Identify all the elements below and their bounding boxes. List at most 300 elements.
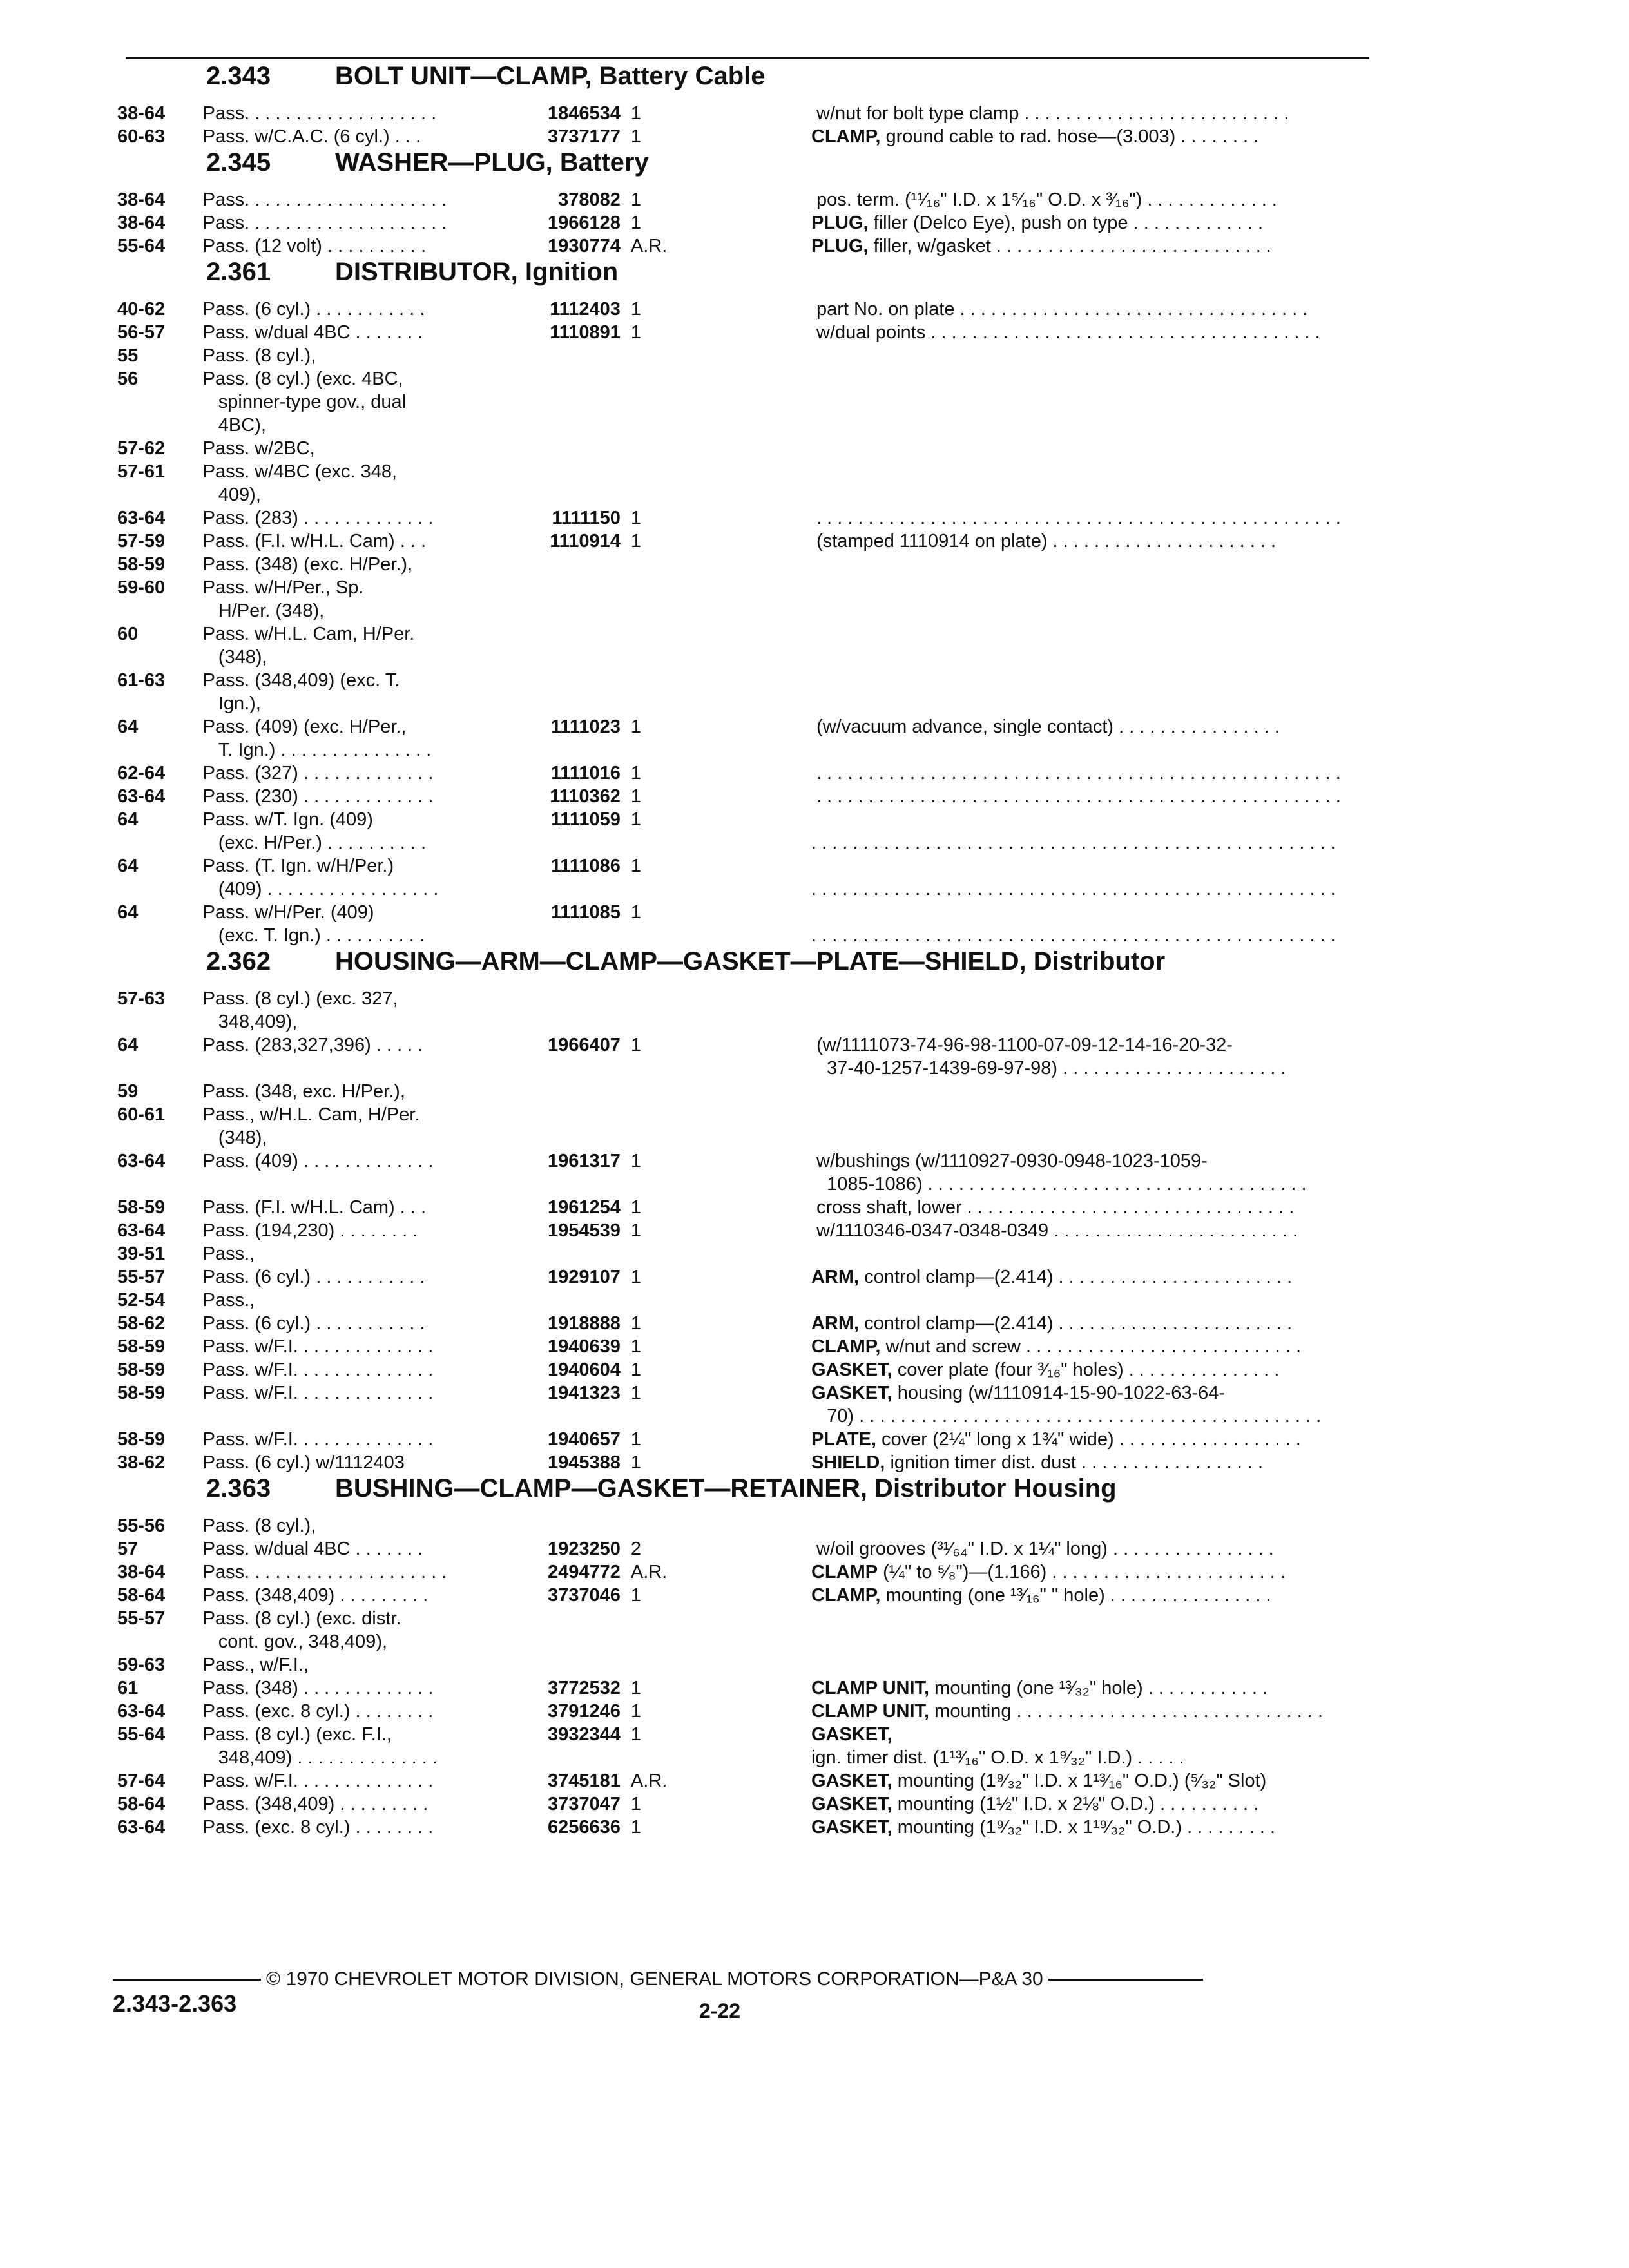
quantity: 1 [630, 1383, 642, 1403]
application-description: Pass. (8 cyl.), [202, 1515, 316, 1536]
part-remark [811, 576, 1366, 599]
application-description: Pass. w/H/Per. (409) (exc. T. Ign.) . . . . . . . . . . [202, 902, 425, 946]
part-name: GASKET, [811, 1794, 892, 1814]
model-years: 40-62 [117, 299, 166, 320]
catalog-section [110, 1474, 1366, 1839]
part-number: 3791246 [547, 1701, 621, 1722]
remark-text: (¼" to ⁵⁄₈")—(1.166) . . . . . . . . . . . . . . . . . . . . . . . [883, 1562, 1286, 1582]
part-remark [811, 1537, 1366, 1561]
remark-text: . . . . . . . . . . . . . . . . . . . . . . . . . . . . . . . . . . . . . . . . . . . . . . . . . . . [811, 925, 1336, 946]
model-years: 55-64 [117, 1724, 166, 1745]
quantity: 1 [630, 1336, 642, 1357]
parts-listing [110, 62, 1366, 1839]
application-description: Pass. (348,409) (exc. T. Ign.), [202, 670, 400, 714]
remark-text: ignition timer dist. dust . . . . . . . . . . . . . . . . . . [890, 1452, 1264, 1473]
part-row [110, 1149, 1366, 1196]
remark-text: ground cable to rad. hose—(3.003) . . . . . . . . [885, 126, 1259, 147]
application-description: Pass. (348) (exc. H/Per.), [202, 554, 413, 575]
part-name: GASKET, [811, 1771, 892, 1791]
application-description: Pass. w/dual 4BC . . . . . . . [202, 322, 423, 343]
part-remark [811, 1677, 1366, 1700]
remark-text: (w/1111073-74-96-98-1100-07-09-12-14-16-20-32- 37-40-1257-1439-69-97-98) . . . . . . . . . . . . . . . . . . . . . . [816, 1035, 1286, 1079]
application-description: Pass. w/T. Ign. (409) (exc. H/Per.) . . . . . . . . . . [202, 809, 427, 853]
part-number: 1111150 [552, 508, 621, 528]
application-description: Pass. . . . . . . . . . . . . . . . . . . . [202, 189, 447, 210]
part-row [110, 762, 1366, 785]
section-number: 2.363 [206, 1474, 271, 1503]
part-number: 1961317 [547, 1151, 621, 1171]
model-years: 63-64 [117, 1220, 166, 1241]
remark-text: mounting (1⁹⁄₃₂" I.D. x 1¹³⁄₁₆" O.D.) (⁵⁄₃₂" Slot) [897, 1771, 1267, 1791]
part-number: 1110891 [550, 322, 621, 343]
section-number: 2.343 [206, 62, 271, 90]
part-name: GASKET, [811, 1383, 892, 1403]
part-number: 1940639 [547, 1336, 621, 1357]
part-row [110, 1677, 1366, 1700]
remark-text: w/bushings (w/1110927-0930-0948-1023-1059- 1085-1086) . . . . . . . . . . . . . . . . . . . . . . . . . . . . . . . . . . . . . [816, 1151, 1307, 1195]
part-remark [811, 669, 1366, 692]
part-row [110, 1381, 1366, 1428]
part-number: 1930774 [547, 236, 621, 256]
model-years: 63-64 [117, 508, 166, 528]
application-description: Pass. (F.I. w/H.L. Cam) . . . [202, 531, 427, 552]
application-description: Pass. (409) (exc. H/Per., T. Ign.) . . . . . . . . . . . . . . . [202, 716, 432, 760]
part-remark [811, 344, 1366, 367]
application-description: Pass. w/F.I. . . . . . . . . . . . . . [202, 1771, 434, 1791]
part-remark [811, 125, 1366, 148]
part-number: 2494772 [547, 1562, 621, 1582]
part-remark [811, 437, 1366, 460]
part-row [110, 576, 1366, 622]
part-row [110, 1080, 1366, 1103]
section-heading [110, 1474, 1366, 1514]
part-number: 1111023 [550, 716, 621, 737]
remark-text: w/oil grooves (³¹⁄₆₄" I.D. x 1¼" long) . . . . . . . . . . . . . . . . [816, 1539, 1274, 1559]
part-remark [811, 102, 1366, 125]
remark-text: control clamp—(2.414) . . . . . . . . . . . . . . . . . . . . . . . [864, 1313, 1293, 1334]
part-row [110, 1219, 1366, 1242]
quantity: 1 [630, 1267, 642, 1287]
part-row [110, 1312, 1366, 1335]
part-row [110, 437, 1366, 460]
model-years: 55-57 [117, 1608, 166, 1629]
part-number: 3737046 [547, 1585, 621, 1606]
part-remark [811, 1816, 1366, 1839]
footer-section-range: 2.343-2.363 [113, 1990, 237, 2017]
quantity: 1 [630, 1817, 642, 1838]
application-description: Pass. (283) . . . . . . . . . . . . . [202, 508, 434, 528]
part-number: 1110362 [550, 786, 621, 807]
part-row [110, 530, 1366, 553]
part-number: 1918888 [547, 1313, 621, 1334]
part-row [110, 367, 1366, 437]
part-remark [811, 1653, 1366, 1677]
part-remark [811, 715, 1366, 738]
application-description: Pass. (348, exc. H/Per.), [202, 1081, 405, 1102]
part-row [110, 1242, 1366, 1265]
application-description: Pass., [202, 1290, 255, 1311]
part-remark [811, 553, 1366, 576]
remark-text: . . . . . . . . . . . . . . . . . . . . . . . . . . . . . . . . . . . . . . . . . . . . . . . . . . . [811, 832, 1336, 853]
remark-text: (stamped 1110914 on plate) . . . . . . . . . . . . . . . . . . . . . . [816, 531, 1276, 552]
part-remark [811, 854, 1366, 901]
model-years: 60-61 [117, 1104, 166, 1125]
application-description: Pass. (194,230) . . . . . . . . [202, 1220, 418, 1241]
quantity: 1 [630, 213, 642, 233]
part-remark [811, 1149, 1366, 1196]
application-description: Pass. (230) . . . . . . . . . . . . . [202, 786, 434, 807]
application-description: Pass. (8 cyl.) (exc. 327, 348,409), [202, 988, 398, 1032]
model-years: 58-59 [117, 1197, 166, 1218]
part-number: 378082 [558, 189, 621, 210]
part-row [110, 1700, 1366, 1723]
quantity: 1 [630, 856, 642, 876]
catalog-section [110, 947, 1366, 1474]
part-name: PLATE, [811, 1429, 876, 1450]
part-name: GASKET, [811, 1360, 892, 1380]
model-years: 57-59 [117, 531, 166, 552]
part-number: 1940604 [547, 1360, 621, 1380]
quantity: 1 [630, 1151, 642, 1171]
part-remark [811, 211, 1366, 235]
part-row [110, 1653, 1366, 1677]
part-remark [811, 1584, 1366, 1607]
part-row [110, 1769, 1366, 1792]
part-number: 1940657 [547, 1429, 621, 1450]
remark-text: pos. term. (¹¹⁄₁₆" I.D. x 1⁵⁄₁₆" O.D. x ³⁄₁₆") . . . . . . . . . . . . . [816, 189, 1277, 210]
application-description: Pass. w/dual 4BC . . . . . . . [202, 1539, 423, 1559]
part-name: CLAMP, [811, 126, 881, 147]
model-years: 57-64 [117, 1771, 166, 1791]
section-heading [110, 148, 1366, 188]
model-years: 58-59 [117, 1360, 166, 1380]
catalog-section [110, 62, 1366, 148]
part-row [110, 1607, 1366, 1653]
part-name: CLAMP [811, 1562, 878, 1582]
part-name: CLAMP UNIT, [811, 1701, 930, 1722]
model-years: 58-62 [117, 1313, 166, 1334]
model-years: 55-57 [117, 1267, 166, 1287]
part-remark [811, 298, 1366, 321]
remark-text: ign. timer dist. (1¹³⁄₁₆" O.D. x 1⁹⁄₃₂" I.D.) . . . . . [811, 1747, 1184, 1768]
remark-text: . . . . . . . . . . . . . . . . . . . . . . . . . . . . . . . . . . . . . . . . . . . . . . . . . . . [816, 763, 1341, 783]
part-row [110, 1335, 1366, 1358]
part-remark [811, 1769, 1366, 1792]
part-number: 1111085 [550, 902, 621, 923]
remark-text: (w/vacuum advance, single contact) . . . . . . . . . . . . . . . . [816, 716, 1280, 737]
section-title: DISTRIBUTOR, Ignition [335, 258, 619, 286]
part-row [110, 344, 1366, 367]
part-row [110, 506, 1366, 530]
footer-rule-right [1048, 1979, 1203, 1981]
part-row [110, 1584, 1366, 1607]
quantity: 1 [630, 1313, 642, 1334]
application-description: Pass. (12 volt) . . . . . . . . . . [202, 236, 427, 256]
quantity: A.R. [630, 236, 668, 256]
quantity: A.R. [630, 1771, 668, 1791]
application-description: Pass. w/2BC, [202, 438, 315, 459]
part-remark [811, 1289, 1366, 1312]
remark-text: mounting . . . . . . . . . . . . . . . . . . . . . . . . . . . . . . [934, 1701, 1323, 1722]
remark-text: part No. on plate . . . . . . . . . . . . . . . . . . . . . . . . . . . . . . . . . . [816, 299, 1308, 320]
quantity: 1 [630, 716, 642, 737]
application-description: Pass. (348,409) . . . . . . . . . [202, 1794, 429, 1814]
part-row [110, 1033, 1366, 1080]
model-years: 52-54 [117, 1290, 166, 1311]
part-number: 3772532 [547, 1678, 621, 1698]
model-years: 64 [117, 716, 139, 737]
remark-text: w/1110346-0347-0348-0349 . . . . . . . . . . . . . . . . . . . . . . . . [816, 1220, 1298, 1241]
model-years: 58-59 [117, 1429, 166, 1450]
application-description: Pass. (8 cyl.) (exc. distr. cont. gov., 348,409), [202, 1608, 401, 1652]
part-number: 1110914 [550, 531, 621, 552]
part-name: GASKET, [811, 1724, 892, 1745]
remark-text: . . . . . . . . . . . . . . . . . . . . . . . . . . . . . . . . . . . . . . . . . . . . . . . . . . . [811, 879, 1336, 899]
part-remark [811, 1561, 1366, 1584]
application-description: Pass. (exc. 8 cyl.) . . . . . . . . [202, 1817, 434, 1838]
section-heading [110, 947, 1366, 987]
model-years: 56-57 [117, 322, 166, 343]
remark-text: cross shaft, lower . . . . . . . . . . . . . . . . . . . . . . . . . . . . . . . . [816, 1197, 1295, 1218]
part-name: ARM, [811, 1313, 860, 1334]
application-description: Pass. . . . . . . . . . . . . . . . . . . . [202, 213, 447, 233]
part-row [110, 1196, 1366, 1219]
model-years: 63-64 [117, 786, 166, 807]
quantity: 1 [630, 786, 642, 807]
catalog-section [110, 258, 1366, 947]
section-number: 2.345 [206, 148, 271, 177]
quantity: 1 [630, 1035, 642, 1055]
remark-text: cover plate (four ³⁄₁₆" holes) . . . . . . . . . . . . . . . [897, 1360, 1280, 1380]
section-title: BUSHING—CLAMP—GASKET—RETAINER, Distributor Housing [335, 1474, 1117, 1503]
part-row [110, 1561, 1366, 1584]
part-row [110, 1265, 1366, 1289]
remark-text: w/nut for bolt type clamp . . . . . . . . . . . . . . . . . . . . . . . . . . [816, 103, 1289, 124]
model-years: 55-56 [117, 1515, 166, 1536]
part-number: 1846534 [547, 103, 621, 124]
part-row [110, 715, 1366, 762]
part-number: 3737177 [547, 126, 621, 147]
application-description: Pass. (T. Ign. w/H/Per.) (409) . . . . . . . . . . . . . . . . . [202, 856, 439, 899]
part-number: 1111086 [550, 856, 621, 876]
application-description: Pass. w/4BC (exc. 348, 409), [202, 461, 398, 505]
model-years: 58-59 [117, 1336, 166, 1357]
section-number: 2.362 [206, 947, 271, 975]
model-years: 38-64 [117, 1562, 166, 1582]
part-remark [811, 1607, 1366, 1630]
remark-text: cover (2¼" long x 1¾" wide) . . . . . . . . . . . . . . . . . . [882, 1429, 1301, 1450]
part-name: SHIELD, [811, 1452, 885, 1473]
part-row [110, 1792, 1366, 1816]
part-number: 3932344 [547, 1724, 621, 1745]
part-remark [811, 321, 1366, 344]
quantity: 1 [630, 809, 642, 830]
quantity: 1 [630, 1678, 642, 1698]
quantity: 1 [630, 1585, 642, 1606]
part-remark [811, 1700, 1366, 1723]
part-row [110, 1451, 1366, 1474]
quantity: 1 [630, 103, 642, 124]
part-remark [811, 235, 1366, 258]
part-remark [811, 901, 1366, 947]
quantity: 1 [630, 189, 642, 210]
model-years: 60 [117, 624, 139, 644]
quantity: 1 [630, 322, 642, 343]
part-remark [811, 1358, 1366, 1381]
model-years: 63-64 [117, 1817, 166, 1838]
part-remark [811, 762, 1366, 785]
model-years: 59 [117, 1081, 139, 1102]
part-row [110, 321, 1366, 344]
model-years: 58-64 [117, 1794, 166, 1814]
model-years: 64 [117, 809, 139, 830]
quantity: 1 [630, 1794, 642, 1814]
remark-text: . . . . . . . . . . . . . . . . . . . . . . . . . . . . . . . . . . . . . . . . . . . . . . . . . . . [816, 508, 1341, 528]
part-number: 1111016 [550, 763, 621, 783]
part-remark [811, 1451, 1366, 1474]
part-name: ARM, [811, 1267, 860, 1287]
application-description: Pass. . . . . . . . . . . . . . . . . . . [202, 103, 437, 124]
application-description: Pass. w/H.L. Cam, H/Per. (348), [202, 624, 415, 668]
part-remark [811, 785, 1366, 808]
part-name: PLUG, [811, 236, 869, 256]
remark-text: filler (Delco Eye), push on type . . . . . . . . . . . . . [873, 213, 1264, 233]
application-description: Pass., w/F.I., [202, 1655, 309, 1675]
section-number: 2.361 [206, 258, 271, 286]
part-number: 6256636 [547, 1817, 621, 1838]
quantity: 1 [630, 1724, 642, 1745]
remark-text: control clamp—(2.414) . . . . . . . . . . . . . . . . . . . . . . . [864, 1267, 1293, 1287]
model-years: 57 [117, 1539, 139, 1559]
model-years: 62-64 [117, 763, 166, 783]
part-name: PLUG, [811, 213, 869, 233]
part-remark [811, 1196, 1366, 1219]
model-years: 38-64 [117, 103, 166, 124]
model-years: 61 [117, 1678, 139, 1698]
remark-text: w/dual points . . . . . . . . . . . . . . . . . . . . . . . . . . . . . . . . . . . . . . [816, 322, 1320, 343]
model-years: 38-64 [117, 213, 166, 233]
part-name: CLAMP, [811, 1336, 881, 1357]
part-remark [811, 1428, 1366, 1451]
model-years: 58-59 [117, 554, 166, 575]
part-number: 1111059 [550, 809, 621, 830]
model-years: 59-60 [117, 577, 166, 598]
application-description: Pass., w/H.L. Cam, H/Per. (348), [202, 1104, 420, 1148]
model-years: 55 [117, 345, 139, 366]
model-years: 64 [117, 856, 139, 876]
part-row [110, 1103, 1366, 1149]
application-description: Pass. (8 cyl.), [202, 345, 316, 366]
application-description: Pass. (exc. 8 cyl.) . . . . . . . . [202, 1701, 434, 1722]
remark-text: . . . . . . . . . . . . . . . . . . . . . . . . . . . . . . . . . . . . . . . . . . . . . . . . . . . [816, 786, 1341, 807]
part-remark [811, 1514, 1366, 1537]
model-years: 64 [117, 1035, 139, 1055]
quantity: 1 [630, 299, 642, 320]
model-years: 59-63 [117, 1655, 166, 1675]
section-title: BOLT UNIT—CLAMP, Battery Cable [335, 62, 766, 90]
application-description: Pass., [202, 1244, 255, 1264]
quantity: 1 [630, 1701, 642, 1722]
remark-text: housing (w/1110914-15-90-1022-63-64- 70) . . . . . . . . . . . . . . . . . . . . . . . . . . . . . . . . . . . . . . . . . . . . . [827, 1383, 1322, 1427]
application-description: Pass. (F.I. w/H.L. Cam) . . . [202, 1197, 427, 1218]
part-name: CLAMP UNIT, [811, 1678, 930, 1698]
application-description: Pass. (8 cyl.) (exc. F.I., 348,409) . . . . . . . . . . . . . . [202, 1724, 438, 1768]
part-remark [811, 1033, 1366, 1080]
application-description: Pass. (409) . . . . . . . . . . . . . [202, 1151, 434, 1171]
remark-text: mounting (1½" I.D. x 2⅛" O.D.) . . . . . . . . . . [897, 1794, 1259, 1814]
part-remark [811, 1265, 1366, 1289]
remark-text: mounting (one ¹³⁄₁₆" " hole) . . . . . . . . . . . . . . . . [885, 1585, 1271, 1606]
part-name: CLAMP, [811, 1585, 881, 1606]
remark-text: w/nut and screw . . . . . . . . . . . . . . . . . . . . . . . . . . . [885, 1336, 1302, 1357]
model-years: 56 [117, 369, 139, 389]
quantity: A.R. [630, 1562, 668, 1582]
application-description: Pass. (283,327,396) . . . . . [202, 1035, 423, 1055]
model-years: 39-51 [117, 1244, 166, 1264]
part-number: 1966128 [547, 213, 621, 233]
part-row [110, 622, 1366, 669]
section-heading [110, 62, 1366, 102]
quantity: 1 [630, 1197, 642, 1218]
application-description: Pass. w/F.I. . . . . . . . . . . . . . [202, 1336, 434, 1357]
application-description: Pass. (8 cyl.) (exc. 4BC, spinner-type gov., dual 4BC), [202, 369, 407, 436]
model-years: 64 [117, 902, 139, 923]
part-row [110, 1723, 1366, 1769]
model-years: 60-63 [117, 126, 166, 147]
part-row [110, 669, 1366, 715]
model-years: 57-62 [117, 438, 166, 459]
part-row [110, 1537, 1366, 1561]
part-row [110, 1358, 1366, 1381]
part-row [110, 102, 1366, 125]
application-description: Pass. w/F.I. . . . . . . . . . . . . . [202, 1429, 434, 1450]
section-heading [110, 258, 1366, 298]
application-description: Pass. (348,409) . . . . . . . . . [202, 1585, 429, 1606]
footer-page-number: 2-22 [699, 1999, 741, 2023]
model-years: 57-61 [117, 461, 166, 482]
part-remark [811, 1312, 1366, 1335]
part-remark [811, 1242, 1366, 1265]
part-number: 1961254 [547, 1197, 621, 1218]
footer-rule-left [113, 1979, 261, 1981]
part-row [110, 987, 1366, 1033]
application-description: Pass. (6 cyl.) . . . . . . . . . . . [202, 1267, 425, 1287]
quantity: 1 [630, 126, 642, 147]
section-title: HOUSING—ARM—CLAMP—GASKET—PLATE—SHIELD, Distributor [335, 947, 1166, 975]
part-row [110, 553, 1366, 576]
part-row [110, 235, 1366, 258]
quantity: 1 [630, 902, 642, 923]
remark-text: mounting (one ¹³⁄₃₂" hole) . . . . . . . . . . . . [934, 1678, 1268, 1698]
part-remark [811, 808, 1366, 854]
application-description: Pass. (6 cyl.) . . . . . . . . . . . [202, 299, 425, 320]
model-years: 38-62 [117, 1452, 166, 1473]
part-remark [811, 1103, 1366, 1126]
part-row [110, 1514, 1366, 1537]
part-remark [811, 530, 1366, 553]
part-remark [811, 622, 1366, 646]
part-row [110, 901, 1366, 947]
part-row [110, 808, 1366, 854]
application-description: Pass. w/H/Per., Sp. H/Per. (348), [202, 577, 364, 621]
part-row [110, 1289, 1366, 1312]
part-remark [811, 1219, 1366, 1242]
model-years: 61-63 [117, 670, 166, 691]
part-remark [811, 367, 1366, 390]
application-description: Pass. w/C.A.C. (6 cyl.) . . . [202, 126, 421, 147]
part-number: 1929107 [547, 1267, 621, 1287]
part-name: GASKET, [811, 1817, 892, 1838]
